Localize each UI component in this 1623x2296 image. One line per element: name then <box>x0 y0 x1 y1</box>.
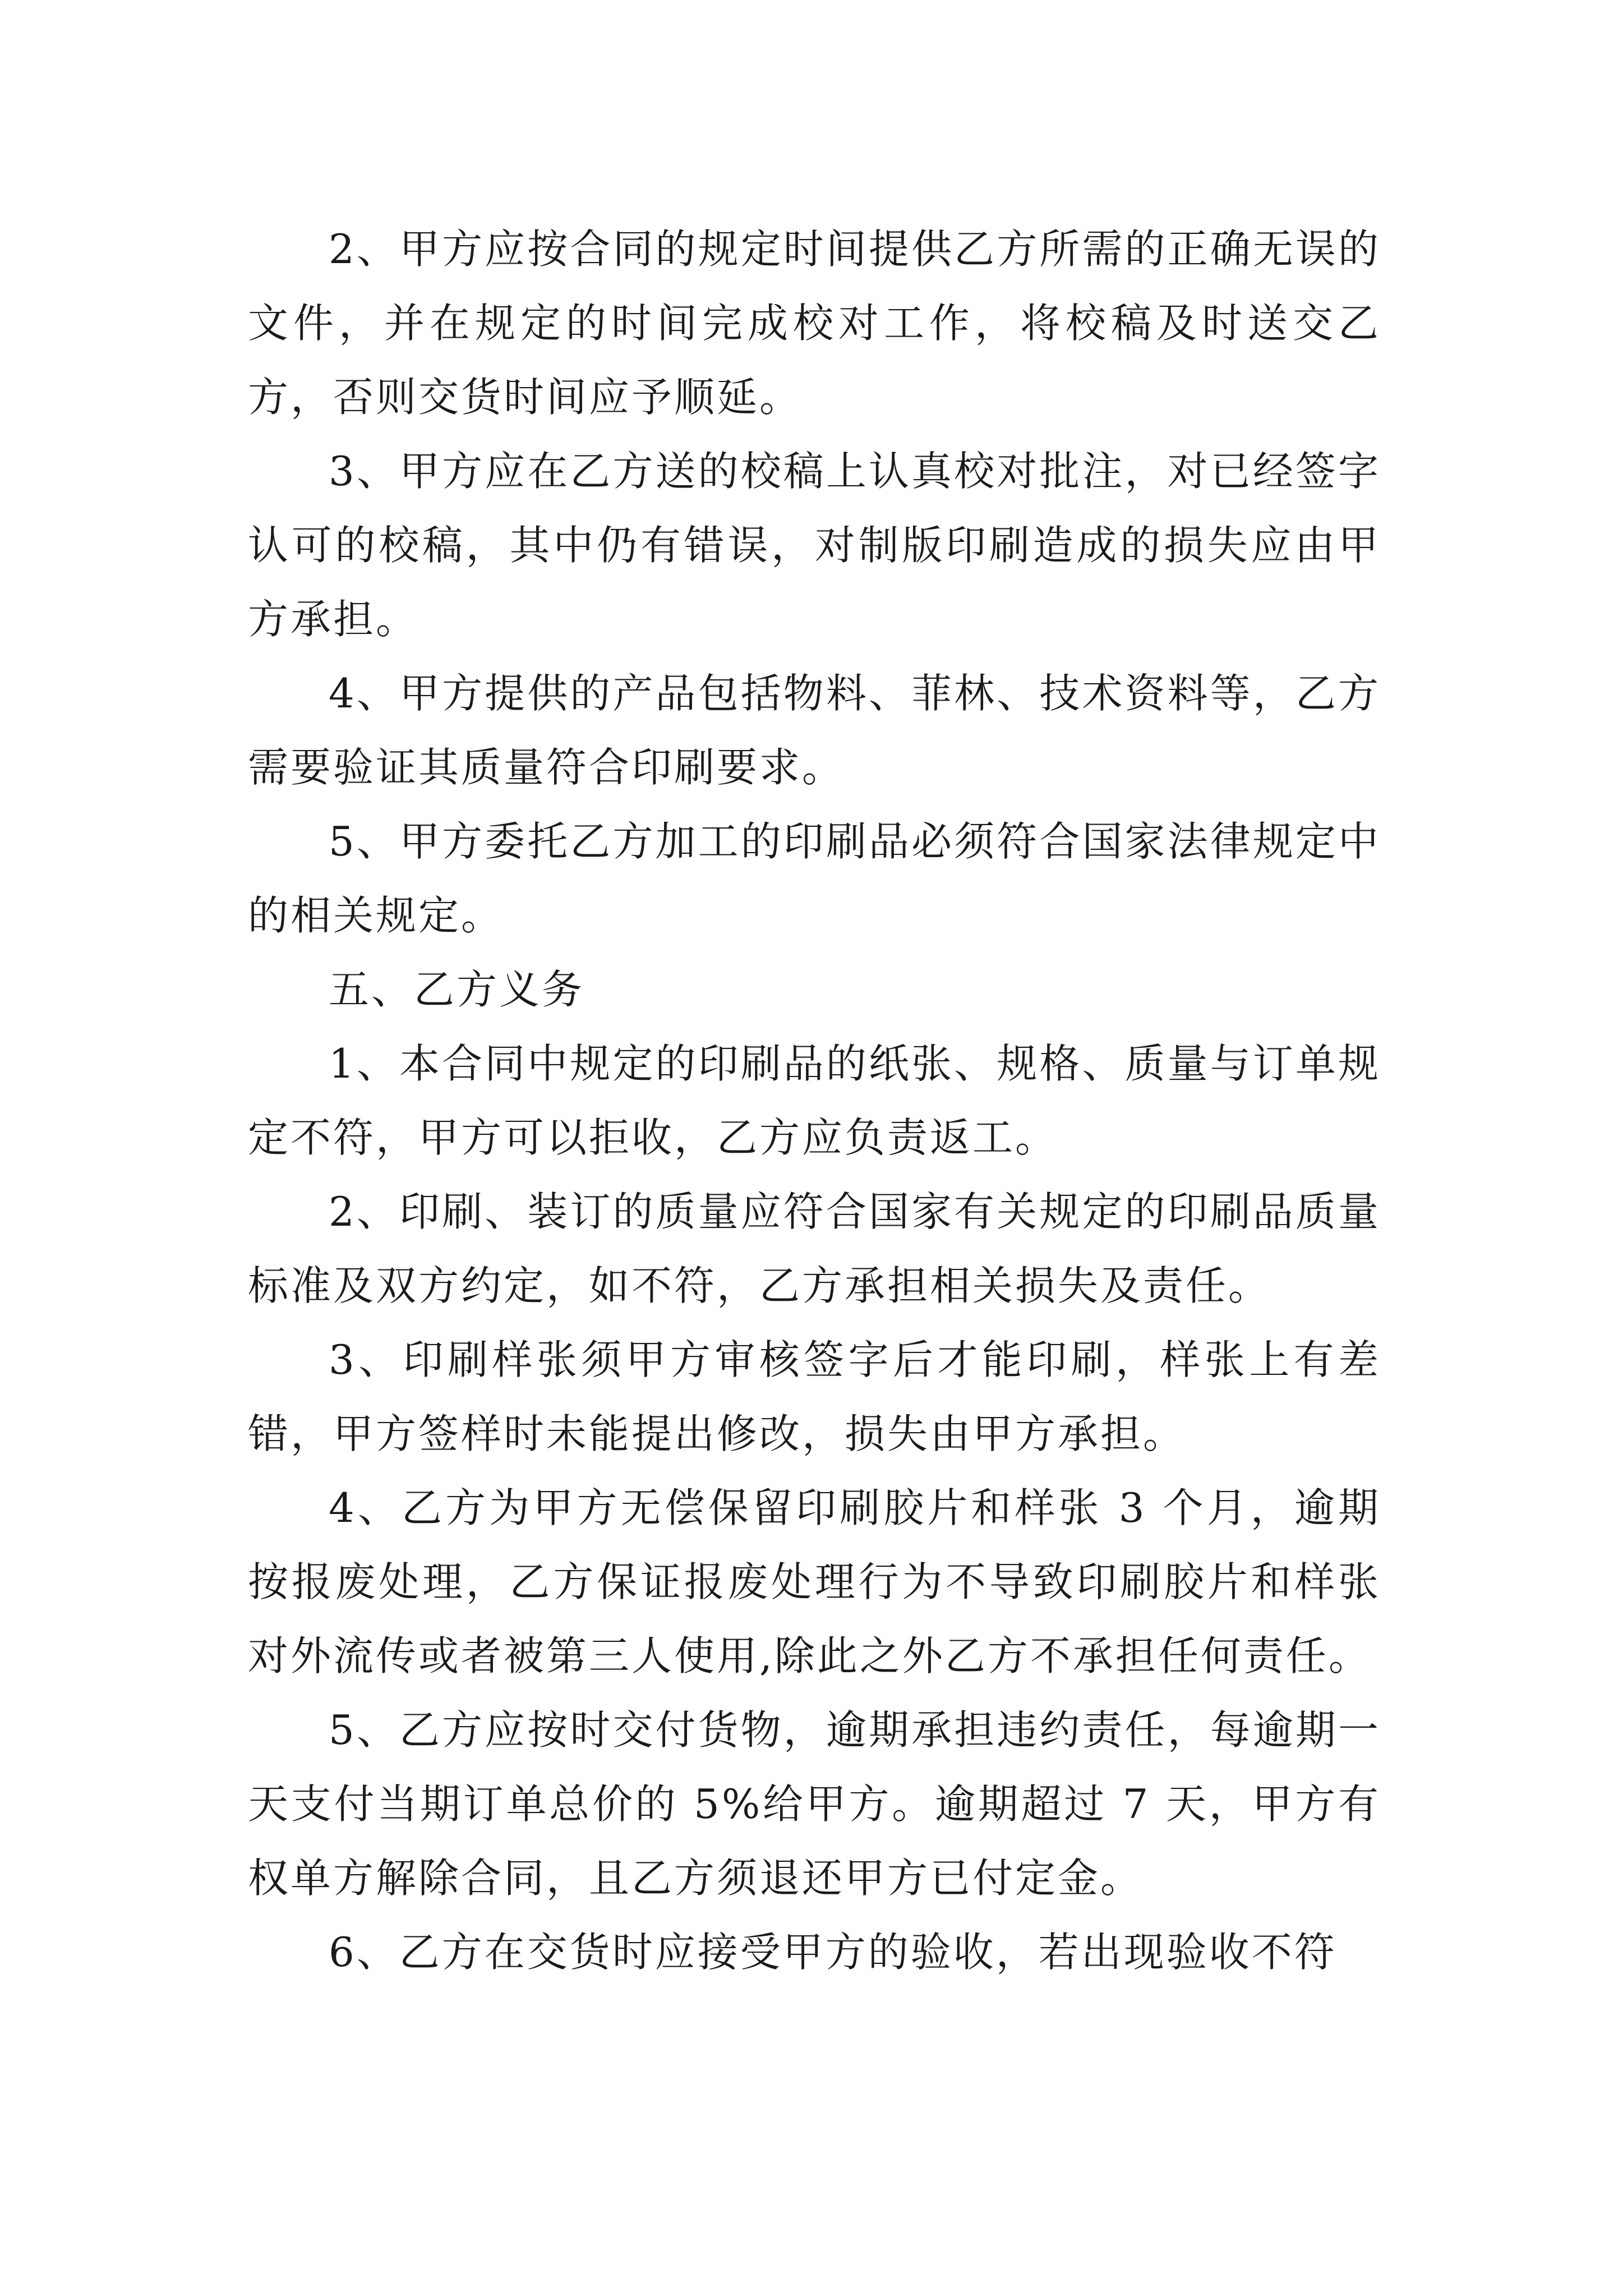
contract-body <box>248 212 1381 1989</box>
clause-party-a-5: 5、甲方委托乙方加工的印刷品必须符合国家法律规定中的相关规定。 <box>248 818 1381 939</box>
clause-party-b-1: 1、本合同中规定的印刷品的纸张、规格、质量与订单规定不符，甲方可以拒收，乙方应负责返工。 <box>248 1040 1381 1161</box>
clause-party-b-2: 2、印刷、装订的质量应符合国家有关规定的印刷品质量标准及双方约定，如不符，乙方承担相关损失及责任。 <box>248 1188 1381 1309</box>
clause-party-a-2: 2、甲方应按合同的规定时间提供乙方所需的正确无误的文件，并在规定的时间完成校对工作，将校稿及时送交乙方，否则交货时间应予顺延。 <box>248 226 1381 421</box>
clause-party-a-3: 3、甲方应在乙方送的校稿上认真校对批注，对已经签字认可的校稿，其中仍有错误，对制版印刷造成的损失应由甲方承担。 <box>248 448 1381 643</box>
clause-party-b-5: 5、乙方应按时交付货物，逾期承担违约责任，每逾期一天支付当期订单总价的 5%给甲方。逾期超过 7 天，甲方有权单方解除合同，且乙方须退还甲方已付定金。 <box>248 1706 1381 1902</box>
clause-party-b-6: 6、乙方在交货时应接受甲方的验收，若出现验收不符 <box>329 1929 1337 1976</box>
clause-party-a-4: 4、甲方提供的产品包括物料、菲林、技术资料等，乙方需要验证其质量符合印刷要求。 <box>248 670 1381 791</box>
clause-party-b-4: 4、乙方为甲方无偿保留印刷胶片和样张 3 个月，逾期按报废处理，乙方保证报废处理行为不导致印刷胶片和样张对外流传或者被第三人使用,除此之外乙方不承担任何责任。 <box>248 1484 1381 1680</box>
clause-party-b-3: 3、印刷样张须甲方审核签字后才能印刷，样张上有差错，甲方签样时未能提出修改，损失由甲方承担。 <box>248 1336 1381 1457</box>
section-heading-party-b-obligations: 五、乙方义务 <box>329 966 585 1013</box>
